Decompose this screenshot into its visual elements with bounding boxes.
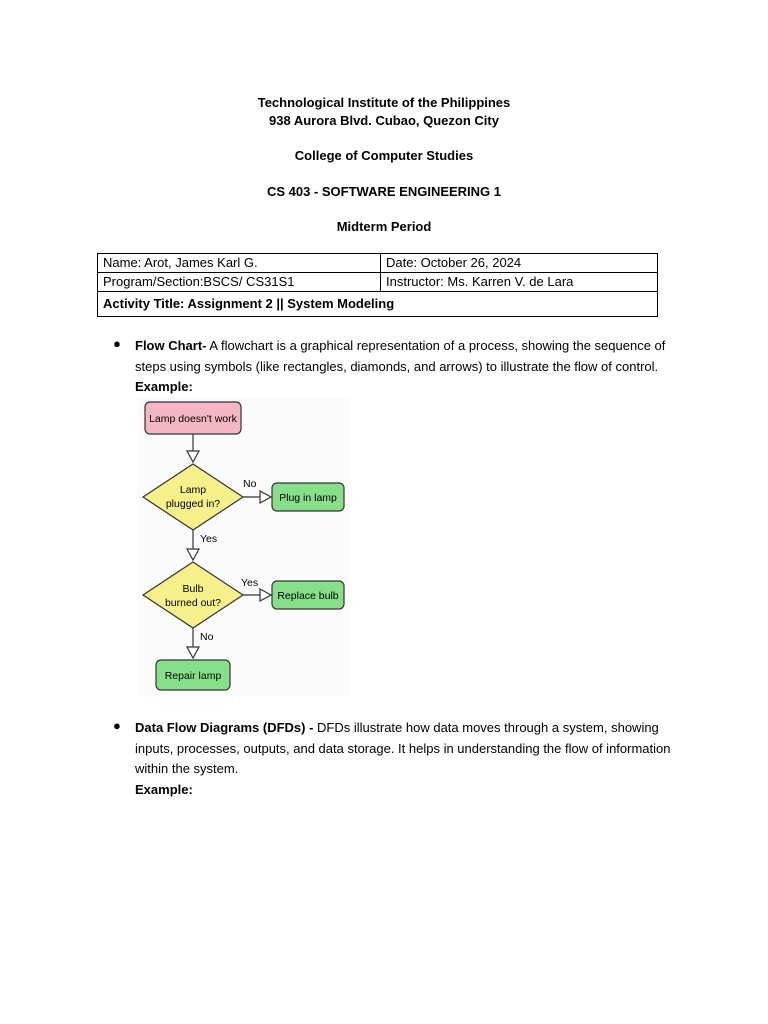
dfd-example-label: Example: bbox=[135, 781, 193, 797]
action2-label: Replace bulb bbox=[277, 590, 339, 602]
program-cell: Program/Section:BSCS/ CS31S1 bbox=[98, 273, 381, 292]
flowchart-term: Flow Chart- bbox=[135, 338, 207, 353]
dfd-definition bbox=[135, 718, 683, 800]
flowchart-diagram bbox=[137, 398, 349, 696]
dfd-term: Data Flow Diagrams (DFDs) - bbox=[135, 720, 318, 735]
decision2-line1: Bulb bbox=[182, 583, 204, 595]
instructor-cell: Instructor: Ms. Karren V. de Lara bbox=[381, 273, 658, 292]
bullet-icon: ● bbox=[113, 336, 121, 351]
institute-name: Technological Institute of the Philippines bbox=[257, 95, 511, 110]
college-name: College of Computer Studies bbox=[294, 148, 474, 163]
d2-no-label: No bbox=[200, 631, 214, 643]
bullet-icon: ● bbox=[113, 718, 121, 733]
institute-address: 938 Aurora Blvd. Cubao, Quezon City bbox=[269, 113, 499, 128]
activity-title-cell: Activity Title: Assignment 2 || System Modeling bbox=[98, 292, 658, 317]
end-label: Repair lamp bbox=[164, 670, 222, 682]
course-title: CS 403 - SOFTWARE ENGINEERING 1 bbox=[266, 184, 502, 199]
d1-no-label: No bbox=[243, 478, 257, 490]
decision1-line1: Lamp bbox=[179, 484, 207, 496]
period-label: Midterm Period bbox=[336, 219, 432, 234]
start-label: Lamp doesn't work bbox=[149, 413, 237, 425]
name-cell: Name: Arot, James Karl G. bbox=[98, 254, 381, 273]
decision2-line2: burned out? bbox=[164, 597, 222, 609]
d2-yes-label: Yes bbox=[241, 577, 259, 589]
date-cell: Date: October 26, 2024 bbox=[381, 254, 658, 273]
flowchart-background bbox=[137, 398, 349, 696]
student-info-table bbox=[97, 253, 658, 317]
flowchart-definition bbox=[135, 336, 683, 398]
dfd-text: DFDs illustrate how data moves through a system, showing inputs, processes, outputs, and data storage. It helps in understanding the flow of information within the system. bbox=[135, 720, 671, 776]
decision1-line2: plugged in? bbox=[165, 498, 221, 510]
action1-label: Plug in lamp bbox=[279, 492, 337, 504]
d1-yes-label: Yes bbox=[200, 533, 218, 545]
flowchart-text: A flowchart is a graphical representation of a process, showing the sequence of steps using symbols (like rectangles, diamonds, and arrows) to illustrate the flow of control. bbox=[135, 338, 666, 374]
flowchart-example-label: Example: bbox=[135, 379, 193, 394]
